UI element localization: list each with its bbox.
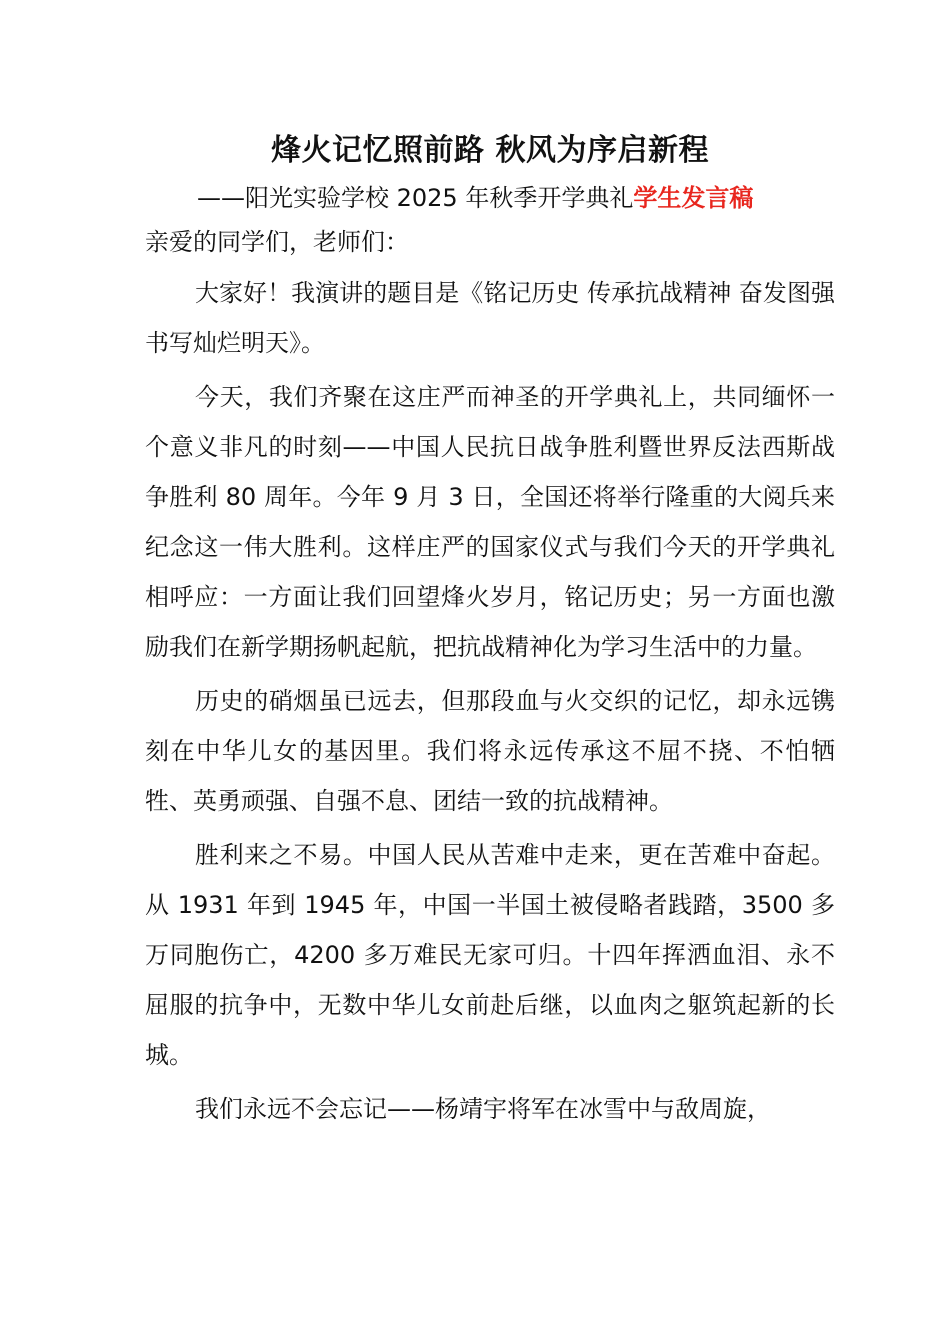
document-body [145, 128, 835, 1134]
paragraph-memory: 历史的硝烟虽已远去，但那段血与火交织的记忆，却永远镌刻在中华儿女的基因里。我们将永远传承这不屈不挠、不怕牺牲、英勇顽强、自强不息、团结一致的抗战精神。 [145, 687, 835, 815]
paragraph-greeting: 大家好！我演讲的题目是《铭记历史 传承抗战精神 奋发图强 书写灿烂明天》。 [145, 279, 835, 357]
paragraph-heroes: 我们永远不会忘记——杨靖宇将军在冰雪中与敌周旋， [195, 1095, 771, 1123]
document-title: 烽火记忆照前路 秋风为序启新程 [271, 133, 709, 168]
salutation: 亲爱的同学们，老师们： [145, 228, 409, 256]
document-subtitle [145, 176, 835, 220]
subtitle-prefix: ——阳光实验学校 2025 年秋季开学典礼 [197, 184, 634, 212]
subtitle-highlight: 学生发言稿 [633, 184, 754, 212]
paragraph-anniversary: 今天，我们齐聚在这庄严而神圣的开学典礼上，共同缅怀一个意义非凡的时刻——中国人民抗日战争胜利暨世界反法西斯战争胜利 80 周年。今年 9 月 3 日，全国还将举行隆重的大阅兵来纪念这一伟大胜利。这样庄严的国家仪式与我们今天的开学典礼相呼应：一方面让我们回望烽火岁月，铭记历史；另一方面也激励我们在新学期扬帆起航，把抗战精神化为学习生活中的力量。 [145, 383, 835, 661]
paragraph-victory: 胜利来之不易。中国人民从苦难中走来，更在苦难中奋起。从 1931 年到 1945 年，中国一半国土被侵略者践踏，3500 多万同胞伤亡，4200 多万难民无家可归。十四年挥洒血泪、永不屈服的抗争中，无数中华儿女前赴后继，以血肉之躯筑起新的长城。 [145, 841, 835, 1069]
